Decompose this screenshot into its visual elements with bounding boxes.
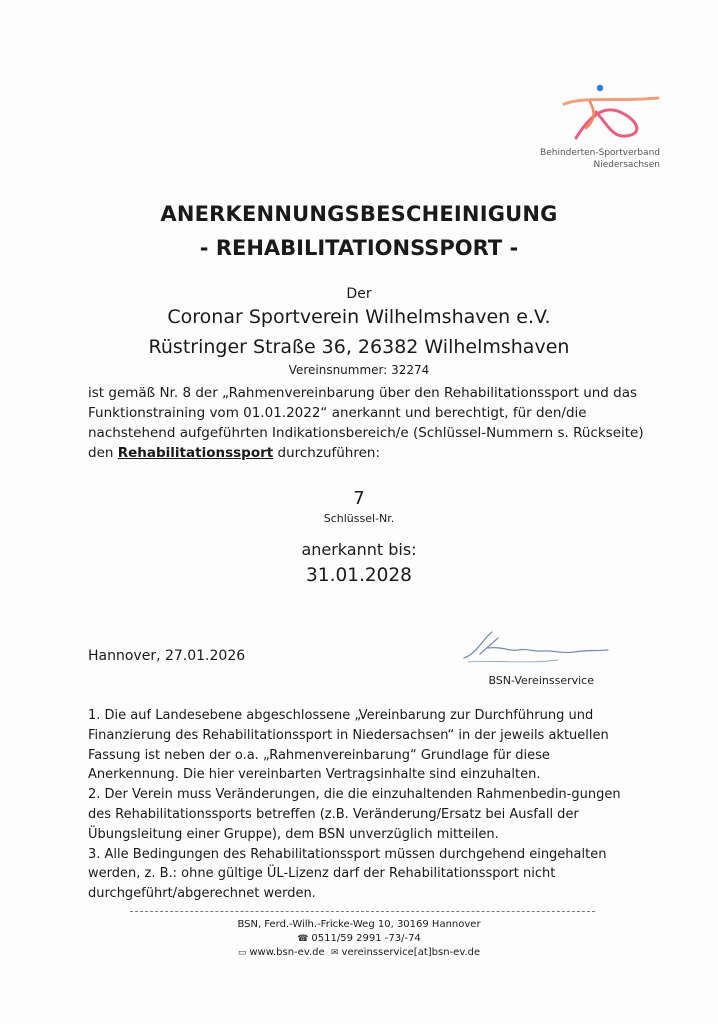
footer-phone-line — [0, 933, 718, 944]
footer-phone: 0511/59 2991 -73/-74 — [311, 933, 421, 944]
club-name: Coronar Sportverein Wilhelmshaven e.V. — [167, 306, 551, 328]
condition-item: 1. Die auf Landesebene abgeschlossene „Vereinbarung zur Durchführung und Finanzierung des Rehabilitationssport in Niedersachsen“ in der jeweils aktuellen Fassung ist neben der o.a. „Rahmenvereinbarung“ Grundlage für diese Anerkennung. Die hier vereinbarten Vertragsinhalte sind einzuhalten. — [88, 708, 609, 783]
place-date: Hannover, 27.01.2026 — [88, 648, 246, 664]
document-subtitle: - REHABILITATIONSSPORT - — [199, 236, 519, 260]
footer-divider — [130, 911, 595, 912]
paragraph-text-after: durchzuführen: — [273, 445, 381, 461]
condition-item: 2. Der Verein muss Veränderungen, die die einzuhaltenden Rahmenbedin-gungen des Rehabilitationssports betreffen (z.B. Veränderung/Ersatz bei Ausfall der Übungsleitung einer Gruppe), dem BSN unverzüglich mitteilen. — [88, 787, 621, 842]
bsn-logo — [556, 82, 666, 144]
condition-item: 3. Alle Bedingungen des Rehabilitationssport müssen durchgehend eingehalten werden, z. B.: ohne gültige ÜL-Lizenz darf der Rehabilitationssport nicht durchgeführt/abgerechnet werden. — [88, 846, 607, 902]
valid-until-label: anerkannt bis: — [301, 540, 417, 559]
club-address: Rüstringer Straße 36, 26382 Wilhelmshaven — [148, 336, 570, 358]
member-number: Vereinsnummer: 32274 — [288, 363, 430, 377]
paragraph-text-before: ist gemäß Nr. 8 der „Rahmenvereinbarung über den Rehabilitationssport und das Funktionstraining vom 01.01.2022“ anerkannt und berechtigt, für den/die nachstehend aufgeführten Indikationsbereich/e (Schlüssel-Nummern s. Rückseite) den — [88, 385, 644, 461]
recognition-paragraph — [88, 383, 648, 463]
monitor-icon: ▭ — [237, 948, 247, 958]
footer-contact-line — [0, 947, 718, 958]
footer-website: www.bsn-ev.de — [249, 947, 325, 958]
key-number: 7 — [353, 488, 365, 509]
paragraph-emphasis: Rehabilitationssport — [117, 445, 274, 461]
signature-mark — [458, 624, 618, 668]
conditions-list — [88, 706, 643, 904]
phone-icon: ☎ — [297, 934, 309, 944]
org-name-line2: Niedersachsen — [593, 160, 660, 170]
key-number-label: Schlüssel-Nr. — [323, 512, 395, 525]
org-name-line1: Behinderten-Sportverband — [540, 148, 660, 158]
office-name: BSN-Vereinsservice — [488, 674, 594, 687]
valid-until-date: 31.01.2028 — [306, 565, 412, 586]
mail-icon: ✉ — [331, 948, 339, 958]
club-intro: Der — [346, 286, 372, 302]
footer-email: vereinsservice[at]bsn-ev.de — [341, 947, 481, 958]
document-title: ANERKENNUNGSBESCHEINIGUNG — [160, 202, 558, 226]
footer-address: BSN, Ferd.-Wilh.-Fricke-Weg 10, 30169 Hannover — [237, 919, 481, 930]
